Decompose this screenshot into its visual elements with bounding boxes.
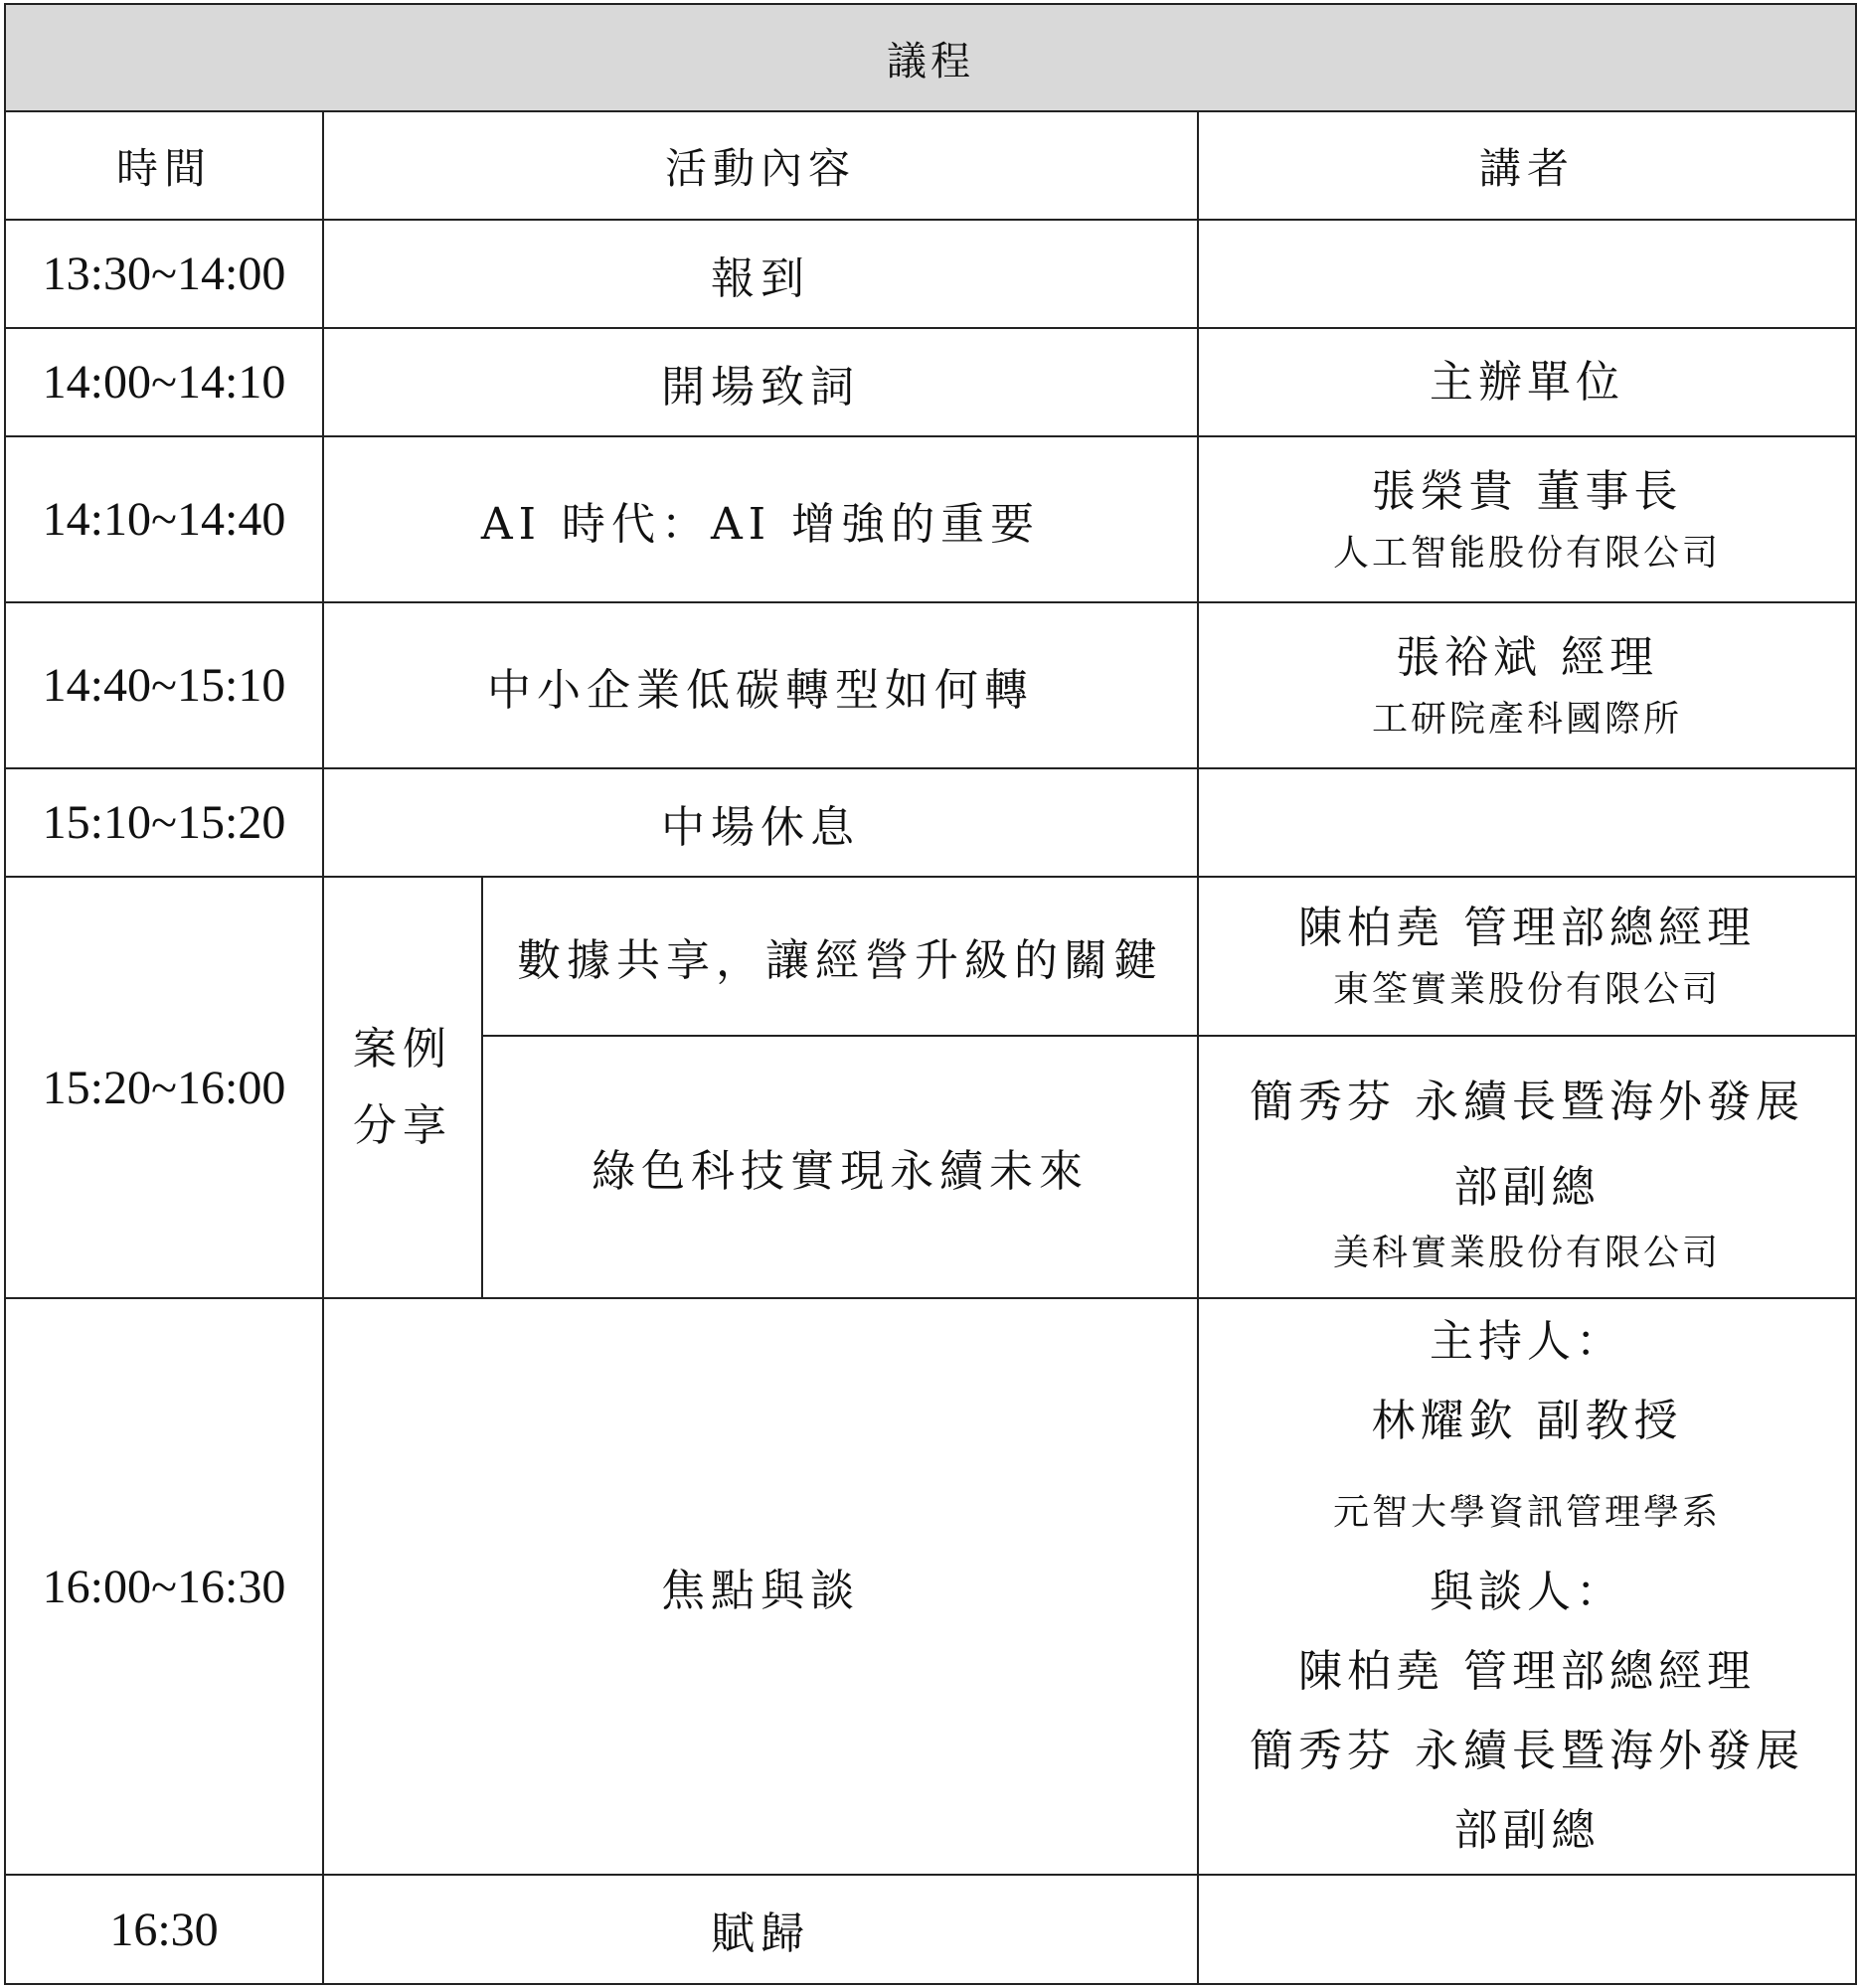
panelist-name-cont: 部副總 <box>1453 1805 1601 1856</box>
speaker-org: 東筌實業股份有限公司 <box>1332 969 1721 1010</box>
speaker-org: 工研院產科國際所 <box>1371 698 1682 740</box>
speaker-cell <box>1198 436 1856 602</box>
table-row <box>5 768 1856 877</box>
time-cell: 14:10~14:40 <box>5 436 323 602</box>
time-cell: 14:40~15:10 <box>5 602 323 768</box>
speaker-name: 簡秀芬 永續長暨海外發展 <box>1250 1076 1804 1127</box>
activity-cell: 焦點與談 <box>323 1298 1198 1875</box>
category-line: 案例 <box>353 1024 452 1075</box>
activity-cell: 賦歸 <box>323 1875 1198 1984</box>
table-row <box>5 220 1856 328</box>
header-time: 時間 <box>5 111 323 220</box>
speaker-name: 張榮貴 董事長 <box>1371 465 1683 517</box>
time-cell: 13:30~14:00 <box>5 220 323 328</box>
moderator-name: 林耀欽 副教授 <box>1371 1396 1683 1446</box>
table-row <box>5 436 1856 602</box>
agenda-table <box>4 3 1857 1985</box>
activity-cell: 中場休息 <box>323 768 1198 877</box>
speaker-cell <box>1198 602 1856 768</box>
time-cell: 14:00~14:10 <box>5 328 323 436</box>
moderator-org: 元智大學資訊管理學系 <box>1332 1492 1721 1533</box>
panelist-label: 與談人： <box>1430 1567 1624 1617</box>
speaker-name: 張裕斌 經理 <box>1396 631 1658 683</box>
header-activity: 活動內容 <box>323 111 1198 220</box>
speaker-org: 人工智能股份有限公司 <box>1332 532 1721 574</box>
category-line: 分享 <box>353 1100 452 1151</box>
panel-speakers-cell <box>1198 1298 1856 1875</box>
speaker-name: 陳柏堯 管理部總經理 <box>1298 903 1756 953</box>
activity-cell: 開場致詞 <box>323 328 1198 436</box>
activity-cell: 報到 <box>323 220 1198 328</box>
activity-cell: 數據共享，讓經營升級的關鍵 <box>482 877 1198 1036</box>
panelist-name: 簡秀芬 永續長暨海外發展 <box>1250 1726 1804 1776</box>
table-row <box>5 877 1856 1036</box>
agenda-title: 議程 <box>5 4 1856 111</box>
table-row <box>5 1298 1856 1875</box>
table-row <box>5 328 1856 436</box>
speaker-org: 美科實業股份有限公司 <box>1332 1232 1721 1273</box>
header-speaker: 講者 <box>1198 111 1856 220</box>
speaker-cell-empty <box>1198 768 1856 877</box>
time-cell: 16:30 <box>5 1875 323 1984</box>
panelist-name: 陳柏堯 管理部總經理 <box>1298 1646 1756 1697</box>
speaker-name-cont: 部副總 <box>1453 1161 1601 1213</box>
time-cell: 15:10~15:20 <box>5 768 323 877</box>
time-cell: 15:20~16:00 <box>5 877 323 1298</box>
category-cell <box>323 877 482 1298</box>
speaker-cell-empty <box>1198 1875 1856 1984</box>
speaker-cell: 主辦單位 <box>1198 328 1856 436</box>
speaker-cell <box>1198 1036 1856 1298</box>
activity-cell: 綠色科技實現永續未來 <box>482 1036 1198 1298</box>
table-row <box>5 602 1856 768</box>
header-row <box>5 111 1856 220</box>
title-row <box>5 4 1856 111</box>
table-row <box>5 1875 1856 1984</box>
activity-cell: 中小企業低碳轉型如何轉 <box>323 602 1198 768</box>
activity-cell: AI 時代：AI 增強的重要 <box>323 436 1198 602</box>
time-cell: 16:00~16:30 <box>5 1298 323 1875</box>
speaker-cell-empty <box>1198 220 1856 328</box>
speaker-cell <box>1198 877 1856 1036</box>
moderator-label: 主持人： <box>1430 1316 1624 1367</box>
